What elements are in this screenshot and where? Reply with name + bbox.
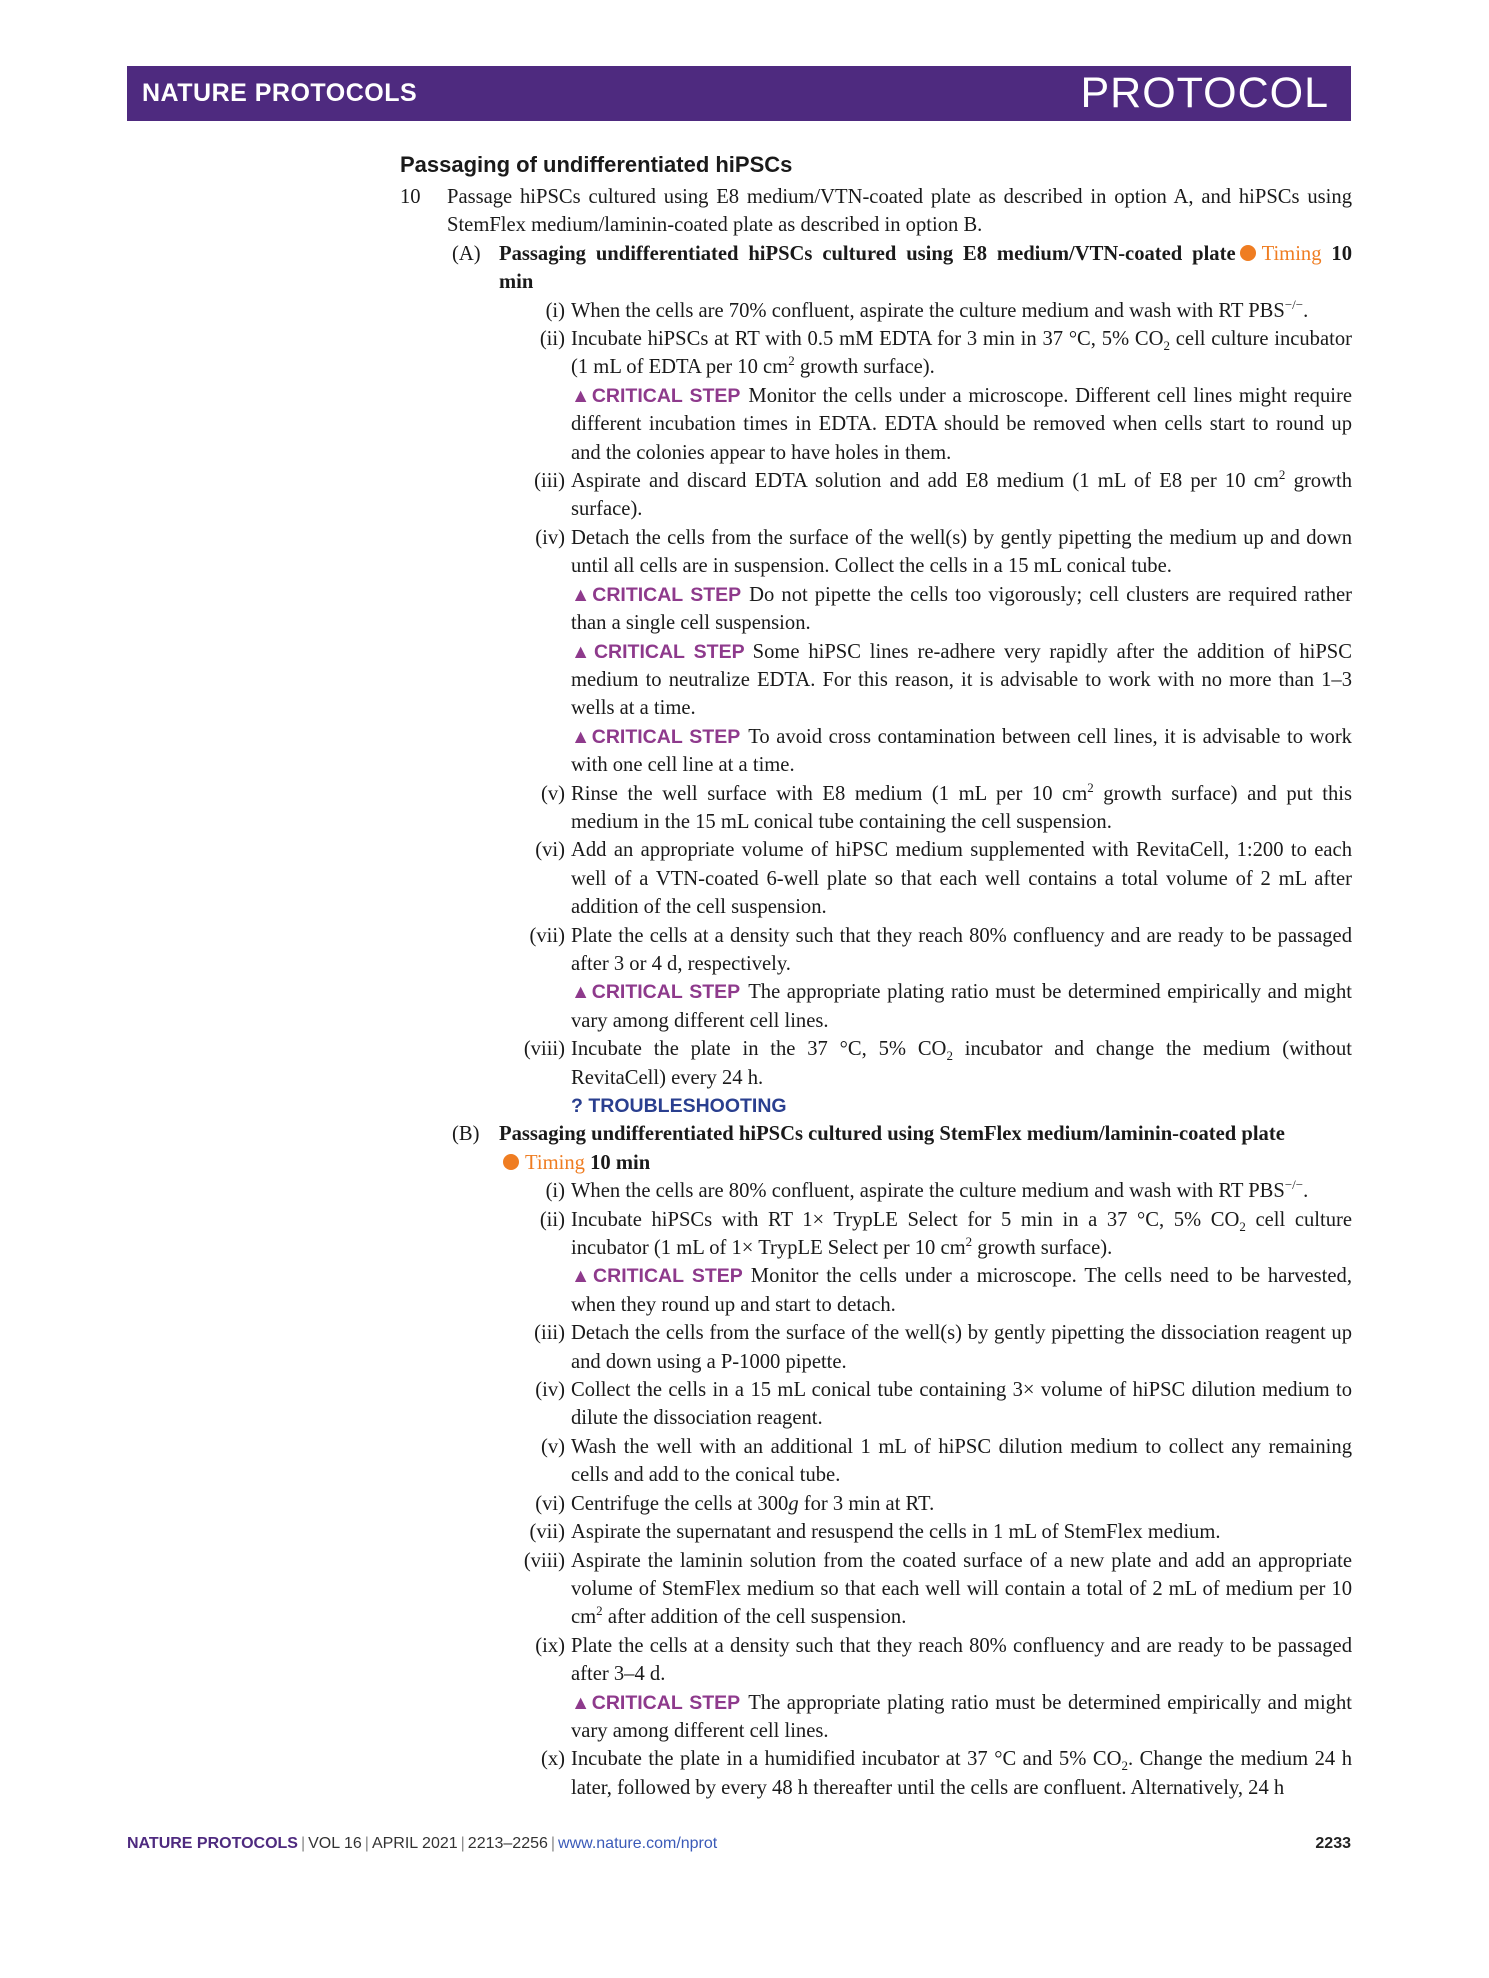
substep-text: Incubate hiPSCs at RT with 0.5 mM EDTA for 3 min in 37 °C, 5% $CO_2$ cell culture incubator (1 mL of EDTA per 10 $cm^2$ growth surface).: [571, 328, 1352, 379]
substep: [499, 1490, 1352, 1518]
page-number: 2233: [1315, 1835, 1351, 1852]
section-title: Passaging of undifferentiated hiPSCs: [400, 152, 793, 177]
substep: [499, 325, 1352, 467]
substep-text: Wash the well with an additional 1 mL of hiPSC dilution medium to collect any remaining cells and add to the conical tube.: [571, 1435, 1352, 1487]
option-label: (A): [452, 242, 481, 265]
option-a: [427, 240, 1352, 1121]
substep-number: (i): [545, 299, 565, 322]
substep: [499, 1518, 1352, 1546]
substep-number: (iv): [535, 526, 565, 549]
option-a-substeps: [523, 296, 1352, 1121]
substep-text: When the cells are 70% confluent, aspirate the culture medium and wash with RT PBS−/−.: [571, 296, 1309, 322]
substep-text: Incubate hiPSCs with RT 1× TrypLE Select for 5 min in a 37 °C, 5% $CO_2$ cell culture incubator (1 mL of 1× TrypLE Select per 10 $cm^2$ growth surface).: [571, 1208, 1352, 1260]
timing-label: Timing: [525, 1151, 585, 1174]
substep-number: (ix): [535, 1634, 565, 1657]
substep: [499, 467, 1352, 524]
timing-label: Timing: [1261, 242, 1322, 265]
substep-number: (viii): [523, 1038, 565, 1061]
substep-text: Aspirate the laminin solution from the coated surface of a new plate and add an appropriate volume of StemFlex medium so that each well will contain a total of 2 mL of medium per 10 $cm^2$ after addition of the cell suspension.: [571, 1549, 1352, 1629]
substep: [499, 1319, 1352, 1376]
timing-dot-icon: [503, 1154, 519, 1170]
footer-volume: VOL 16: [308, 1835, 362, 1852]
substep-text: Plate the cells at a density such that they reach 80% confluency and are ready to be passaged after 3 or 4 d, respectively.: [571, 924, 1352, 975]
substep: [499, 1547, 1352, 1632]
substep-number: (ii): [539, 328, 565, 351]
substep: [499, 297, 1352, 325]
substep-number: (ii): [539, 1208, 565, 1231]
step-10: [400, 183, 1352, 1802]
substep-text: Incubate the plate in a humidified incubator at 37 °C and 5% $CO_2$. Change the medium 24 h later, followed by every 48 h thereafter until the cells are confluent. Alternatively, 24 h: [571, 1748, 1352, 1799]
option-b: [427, 1120, 1352, 1802]
page-footer: [127, 1835, 1351, 1853]
footer-url-link[interactable]: www.nature.com/nprot: [558, 1835, 718, 1852]
substep: [499, 1376, 1352, 1433]
substep-text: Collect the cells in a 15 mL conical tube containing 3× volume of hiPSC dilution medium to dilute the dissociation reagent.: [571, 1379, 1352, 1430]
substep: [499, 1206, 1352, 1320]
footer-date: APRIL 2021: [371, 1835, 458, 1852]
critical-step-note: ▲CRITICAL STEP Monitor the cells under a microscope. The cells need to be harvested, when they round up and start to detach.: [571, 1265, 1352, 1316]
critical-step-note: ▲CRITICAL STEP Do not pipette the cells too vigorously; cell clusters are required rather than a single cell suspension.: [571, 583, 1352, 635]
journal-name: NATURE PROTOCOLS: [142, 79, 418, 107]
substep: [499, 1177, 1352, 1205]
timing-value: 10 min: [590, 1151, 651, 1174]
main-content: [400, 150, 1352, 1802]
substep-text: Detach the cells from the surface of the well(s) by gently pipetting the medium up and down until all cells are in suspension. Collect the cells in a 15 mL conical tube.: [571, 526, 1352, 578]
substep-number: (iv): [535, 1379, 565, 1402]
substep: [499, 524, 1352, 780]
troubleshooting-link[interactable]: ? TROUBLESHOOTING: [571, 1095, 787, 1117]
substep-text: Aspirate the supernatant and resuspend the cells in 1 mL of StemFlex medium.: [571, 1521, 1221, 1544]
critical-step-label: ▲CRITICAL STEP: [571, 1265, 743, 1288]
critical-step-label: ▲CRITICAL STEP: [571, 640, 745, 663]
critical-step-note: ▲CRITICAL STEP Monitor the cells under a microscope. Different cell lines might require different incubation times in EDTA. EDTA should be removed when cells start to round up and the colonies appear to have holes in them.: [571, 384, 1352, 464]
substep: [499, 922, 1352, 1036]
substep-number: (vi): [535, 839, 565, 862]
critical-step-note: ▲CRITICAL STEP The appropriate plating ratio must be determined empirically and might vary among different cell lines.: [571, 981, 1352, 1032]
critical-step-note: ▲CRITICAL STEP To avoid cross contamination between cell lines, it is advisable to work with one cell line at a time.: [571, 725, 1352, 777]
substep: [499, 1632, 1352, 1746]
option-a-heading: [499, 240, 1352, 297]
option-label: (B): [452, 1123, 480, 1146]
critical-step-label: ▲CRITICAL STEP: [571, 725, 741, 748]
timing-value: 10 min: [499, 242, 1352, 294]
option-b-heading: [499, 1120, 1352, 1177]
substep: [499, 1433, 1352, 1490]
substep-number: (viii): [523, 1549, 565, 1572]
critical-step-label: ▲CRITICAL STEP: [571, 583, 742, 606]
critical-step-label: ▲CRITICAL STEP: [571, 981, 741, 1004]
critical-step-label: ▲CRITICAL STEP: [571, 384, 741, 407]
option-title: Passaging undifferentiated hiPSCs cultured using StemFlex medium/laminin-coated plate: [499, 1123, 1285, 1146]
footer-journal: NATURE PROTOCOLS: [127, 1835, 298, 1852]
substep-number: (vi): [535, 1492, 565, 1515]
timing-dot-icon: [1240, 245, 1256, 261]
header-banner: [127, 66, 1351, 121]
substep-number: (v): [540, 782, 565, 805]
substep-number: (vii): [529, 924, 565, 947]
article-type: PROTOCOL: [1080, 69, 1329, 117]
step-number: 10: [400, 186, 421, 208]
critical-step-note: ▲CRITICAL STEP Some hiPSC lines re-adhere very rapidly after the addition of hiPSC medium to neutralize EDTA. For this reason, it is advisable to work with no more than 1–3 wells at a time.: [571, 640, 1352, 720]
substep-text: Aspirate and discard EDTA solution and add E8 medium (1 mL of E8 per 10 $cm^2$ growth surface).: [571, 467, 1352, 521]
step-intro: Passage hiPSCs cultured using E8 medium/VTN-coated plate as described in option A, and hiPSCs using StemFlex medium/laminin-coated plate as described in option B.: [447, 186, 1352, 237]
substep: [499, 780, 1352, 837]
substep-text: Centrifuge the cells at 300g for 3 min at RT.: [571, 1492, 935, 1515]
substep-number: (iii): [534, 470, 565, 493]
substep-text: Add an appropriate volume of hiPSC medium supplemented with RevitaCell, 1:200 to each well of a VTN-coated 6-well plate so that each well contains a total volume of 2 mL after addition of the cell suspension.: [571, 839, 1352, 919]
substep-number: (vii): [529, 1521, 565, 1544]
substep-number: (v): [540, 1435, 565, 1458]
substep: [499, 1745, 1352, 1802]
option-title: Passaging undifferentiated hiPSCs cultured using E8 medium/VTN-coated plate: [499, 242, 1236, 265]
substep-text: Rinse the well surface with E8 medium (1 mL per 10 $cm^2$ growth surface) and put this medium in the 15 mL conical tube containing the cell suspension.: [571, 779, 1352, 833]
footer-pages: 2213–2256: [467, 1835, 548, 1852]
substep-number: (i): [545, 1180, 565, 1203]
substep-text: Plate the cells at a density such that they reach 80% confluency and are ready to be passaged after 3–4 d.: [571, 1634, 1352, 1686]
substep-number: (iii): [534, 1322, 565, 1345]
option-b-substeps: [523, 1177, 1352, 1802]
critical-step-label: ▲CRITICAL STEP: [571, 1691, 741, 1714]
critical-step-note: ▲CRITICAL STEP The appropriate plating ratio must be determined empirically and might vary among different cell lines.: [571, 1691, 1352, 1742]
footer-citation: NATURE PROTOCOLS | VOL 16 | APRIL 2021 | 2213–2256 | www.nature.com/nprot: [127, 1835, 718, 1852]
substep: [499, 1035, 1352, 1120]
substep-text: Detach the cells from the surface of the well(s) by gently pipetting the dissociation reagent up and down using a P-1000 pipette.: [571, 1322, 1352, 1373]
substep: [499, 836, 1352, 921]
substep-number: (x): [540, 1748, 565, 1771]
substep-text: When the cells are 80% confluent, aspirate the culture medium and wash with RT PBS−/−.: [571, 1177, 1309, 1203]
substep-text: Incubate the plate in the 37 °C, 5% $CO_2$ incubator and change the medium (without RevitaCell) every 24 h.: [571, 1038, 1352, 1089]
